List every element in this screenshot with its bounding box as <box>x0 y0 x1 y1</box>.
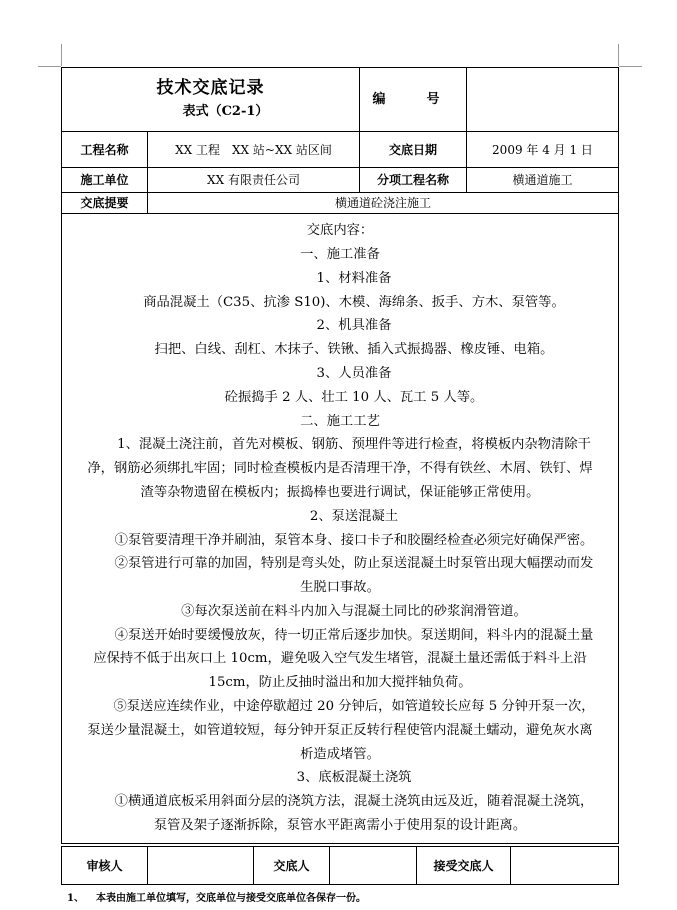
section-heading-process: 二、施工工艺 <box>300 413 380 429</box>
project-name-label: 工程名称 <box>62 132 148 168</box>
paragraph-line: ④泵送开始时要缓慢放灰，待一切正常后逐步加快。泵送期间，料斗内的混凝土量 <box>114 627 594 643</box>
serial-label: 编 号 <box>372 92 454 107</box>
project-name-value: XX 工程 XX 站~XX 站区间 <box>148 132 360 168</box>
disclosure-date-label: 交底日期 <box>360 132 467 168</box>
footnote-number: 1、 <box>67 893 84 904</box>
reviewer-label: 审核人 <box>62 847 148 885</box>
subheading-materials: 1、材料准备 <box>316 270 392 286</box>
paragraph-line: ①泵管要清理干净并刷油，泵管本身、接口卡子和胶圈经检查必须完好确保严密。 <box>114 532 594 548</box>
crop-mark-top-right-vertical <box>618 44 619 66</box>
footnote <box>67 889 366 904</box>
discloser-field[interactable] <box>330 847 417 885</box>
paragraph-line: 泵送少量混凝土，如管道较短，每分钟开泵正反转行程使管内混凝土蠕动，避免灰水离 <box>87 722 593 738</box>
equipment-text: 扫把、白线、刮杠、木抹子、铁锹、插入式振捣器、橡皮锤、电箱。 <box>154 342 554 358</box>
serial-label-cell <box>360 68 467 132</box>
crop-mark-top-left-vertical <box>61 44 62 66</box>
signature-table <box>61 846 619 885</box>
subheading-floor-pouring: 3、底板混凝土浇筑 <box>296 770 412 786</box>
paragraph-line: ①横通道底板采用斜面分层的浇筑方法，混凝土浇筑由远及近，随着混凝土浇筑， <box>114 794 594 810</box>
subproject-name-label: 分项工程名称 <box>360 168 467 193</box>
personnel-text: 砼振捣手 2 人、壮工 10 人、瓦工 5 人等。 <box>224 389 484 405</box>
construction-unit-value: XX 有限责任公司 <box>148 168 360 193</box>
paragraph-line: 应保持不低于出灰口上 10cm，避免吸入空气发生堵管，混凝土量还需低于料斗上沿 <box>93 651 587 667</box>
form-title-cell <box>62 68 360 132</box>
construction-unit-label: 施工单位 <box>62 168 148 193</box>
section-heading-preparation: 一、施工准备 <box>300 246 380 262</box>
footnote-text: 本表由施工单位填写，交底单位与接受交底单位各保存一份。 <box>95 893 366 904</box>
paragraph-line: 生脱口事故。 <box>300 580 380 596</box>
crop-mark-top-left-horizontal <box>38 66 61 67</box>
subproject-name-value: 横通道施工 <box>467 168 619 193</box>
paragraph-line: 泵管及架子逐渐拆除，泵管水平距离需小于使用泵的设计距离。 <box>153 818 527 834</box>
discloser-label: 交底人 <box>254 847 330 885</box>
serial-value-field[interactable] <box>467 68 619 132</box>
paragraph-line: ⑤泵送应连续作业，中途停歇超过 20 分钟后，如管道较长应每 5 分钟开泵一次， <box>113 699 595 715</box>
form-code: 表式（C2-1） <box>182 103 269 119</box>
paragraph-line: 净，钢筋必须绑扎牢固；同时检查模板内是否清理干净，不得有铁丝、木屑、铁钉、焊 <box>87 461 593 477</box>
receiver-field[interactable] <box>511 847 619 885</box>
summary-value: 横通道砼浇注施工 <box>148 193 619 214</box>
content-intro: 交底内容： <box>306 223 374 239</box>
summary-label: 交底提要 <box>62 193 148 214</box>
subheading-personnel: 3、人员准备 <box>316 365 392 381</box>
paragraph-line: ②泵管进行可靠的加固，特别是弯头处，防止泵送混凝土时泵管出现大幅摆动而发 <box>114 556 594 572</box>
reviewer-field[interactable] <box>148 847 254 885</box>
paragraph-line: 15cm，防止反抽时溢出和加大搅拌轴负荷。 <box>208 675 472 691</box>
form-title: 技术交底记录 <box>156 77 265 98</box>
crop-mark-top-right-horizontal <box>619 66 642 67</box>
paragraph-line: 析造成堵管。 <box>300 746 380 762</box>
disclosure-record-table <box>61 67 619 844</box>
subheading-pumping: 2、泵送混凝土 <box>309 508 399 524</box>
paragraph-line: 1、混凝土浇注前，首先对模板、钢筋、预埋件等进行检查，将模板内杂物清除干 <box>117 437 591 453</box>
paragraph-line: ③每次泵送前在料斗内加入与混凝土同比的砂浆润滑管道。 <box>181 603 527 619</box>
subheading-equipment: 2、机具准备 <box>316 318 392 334</box>
paragraph-line: 渣等杂物遗留在模板内；振捣棒也要进行调试，保证能够正常使用。 <box>140 484 540 500</box>
disclosure-date-value: 2009 年 4 月 1 日 <box>467 132 619 168</box>
receiver-label: 接受交底人 <box>417 847 511 885</box>
disclosure-content <box>62 214 619 844</box>
materials-text: 商品混凝土（C35、抗渗 S10)、木模、海绵条、扳手、方木、泵管等。 <box>143 294 565 310</box>
